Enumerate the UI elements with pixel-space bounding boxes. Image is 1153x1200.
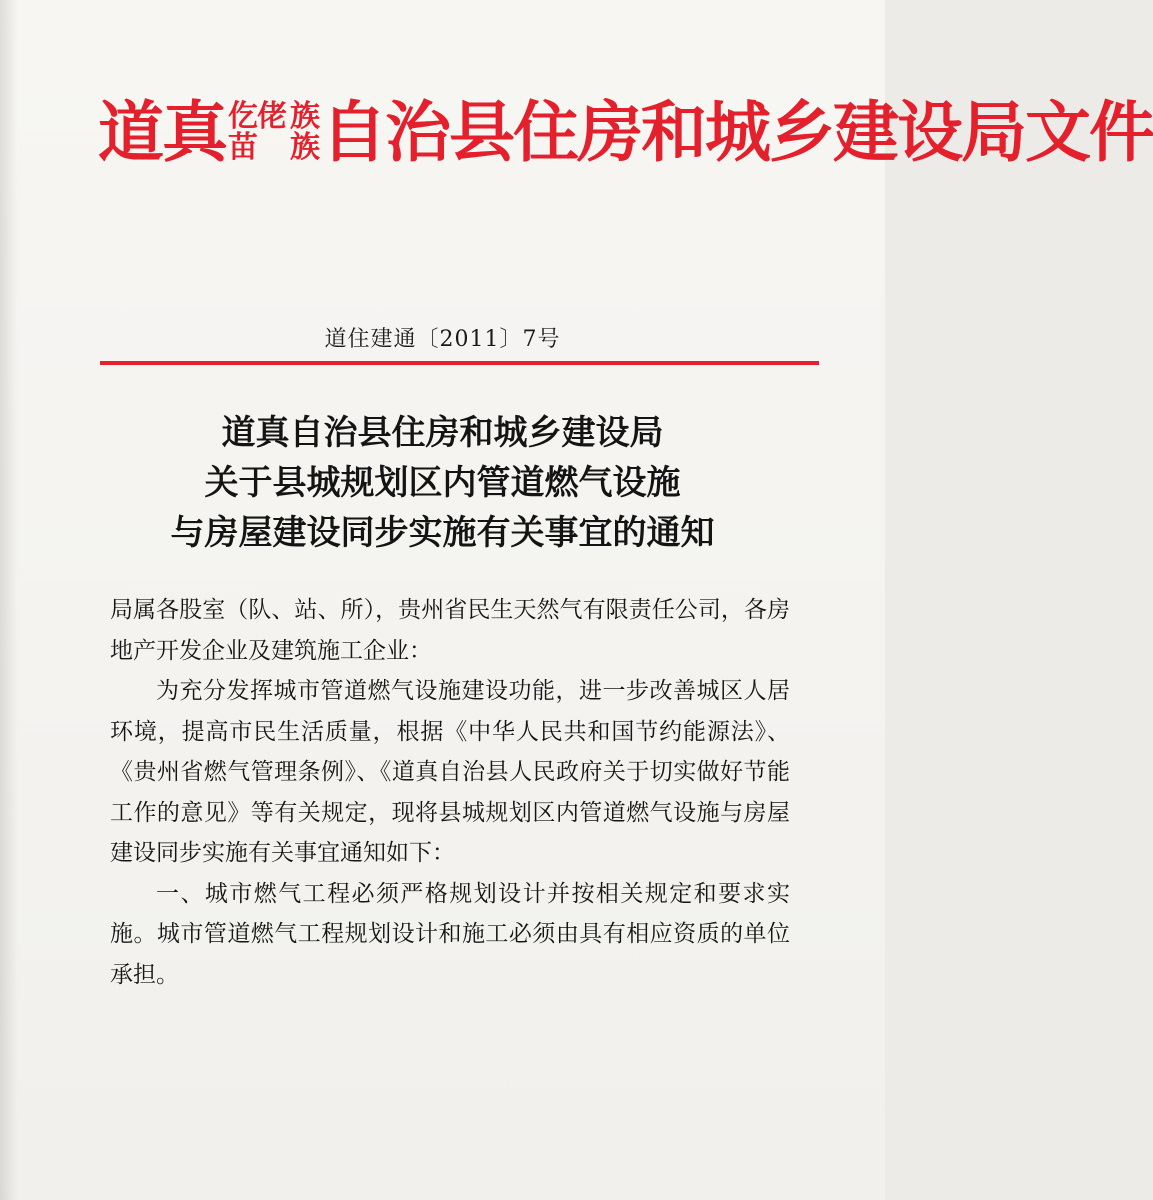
header-ethnic-stack-left xyxy=(228,98,286,165)
header-suffix: 自治县住房和城乡建设局文件 xyxy=(321,93,1153,171)
page-edge-shadow xyxy=(0,0,18,1200)
title-line-2: 关于县城规划区内管道燃气设施 xyxy=(204,463,681,503)
notice-body xyxy=(110,590,790,995)
body-paragraph-1: 为充分发挥城市管道燃气设施建设功能，进一步改善城区人居环境，提高市民生活质量，根据《中华人民共和国节约能源法》、《贵州省燃气管理条例》、《道真自治县人民政府关于切实做好节能工作的意见》等有关规定，现将县城规划区内管道燃气设施与房屋建设同步实施有关事宜通知如下： xyxy=(110,678,790,866)
title-line-1: 道真自治县住房和城乡建设局 xyxy=(221,413,664,453)
header-ethnic-stack-right xyxy=(290,98,319,165)
addressee-paragraph: 局属各股室（队、站、所），贵州省民生天然气有限责任公司，各房地产开发企业及建筑施工企业： xyxy=(110,597,790,664)
document-number: 道住建通〔2011〕7号 xyxy=(324,327,561,352)
body-paragraph-2: 一、城市燃气工程必须严格规划设计并按相关规定和要求实施。城市管道燃气工程规划设计和施工必须由具有相应资质的单位承担。 xyxy=(110,880,790,988)
header-prefix: 道真 xyxy=(98,93,226,171)
notice-title xyxy=(0,408,885,558)
header-stack-right-bottom: 族 xyxy=(290,130,319,165)
header-stack-left-bottom: 苗 xyxy=(228,130,257,165)
header-stack-right-top: 族 xyxy=(290,98,319,134)
red-separator-line xyxy=(100,361,819,365)
document-header-title xyxy=(98,72,1153,192)
title-line-3: 与房屋建设同步实施有关事宜的通知 xyxy=(170,513,715,553)
header-stack-left-top: 仡佬 xyxy=(228,98,286,134)
